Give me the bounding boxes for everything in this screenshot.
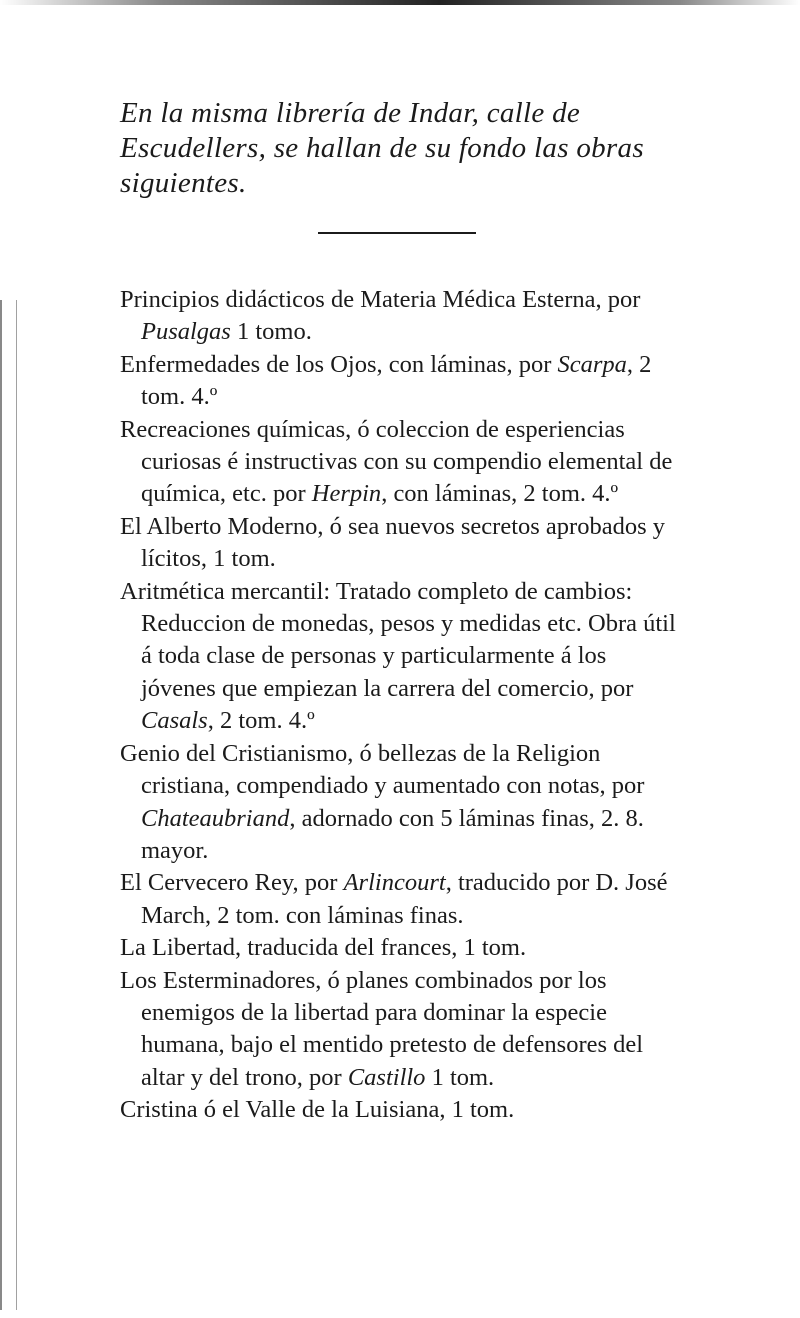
entry-author: Castillo <box>347 1063 426 1091</box>
book-entry <box>120 932 680 964</box>
top-rule <box>0 0 800 5</box>
book-entry <box>120 284 680 349</box>
book-entry <box>120 349 680 414</box>
entry-text: El Alberto Moderno, ó sea nuevos secretos aprobados y lícitos, 1 tom. <box>120 512 665 573</box>
book-entry <box>120 511 680 576</box>
book-entry <box>120 1094 680 1126</box>
entry-details: , 2 tom. 4.º <box>141 350 652 411</box>
book-catalog <box>120 284 680 1127</box>
entry-details: , 2 tom. 4.º <box>207 707 315 735</box>
entry-text: Genio del Cristianismo, ó bellezas de la Religion cristiana, compendiado y aumentado con notas, por <box>120 739 645 800</box>
entry-details: 1 tom. <box>425 1063 495 1091</box>
entry-text: La Libertad, traducida del frances, 1 tom. <box>120 934 527 962</box>
entry-author: Pusalgas <box>141 318 231 346</box>
entry-text: Enfermedades de los Ojos, con láminas, por <box>120 350 558 378</box>
entry-author: Scarpa <box>557 350 627 378</box>
entry-text: Principios didácticos de Materia Médica Esterna, por <box>120 286 641 313</box>
page-gutter-edge <box>0 300 17 1310</box>
entry-text: Recreaciones químicas, ó coleccion de esperiencias curiosas é instructivas con su compendio elemental de química, etc. por <box>120 415 673 508</box>
entry-author: Herpin <box>311 480 382 508</box>
entry-details: , con láminas, 2 tom. 4.º <box>381 480 619 508</box>
entry-text: Cristina ó el Valle de la Luisiana, 1 tom. <box>120 1096 515 1124</box>
entry-details: , adornado con 5 láminas finas, 2. 8. mayor. <box>141 804 644 864</box>
section-divider <box>318 232 476 234</box>
entry-author: Casals <box>141 707 208 735</box>
entry-text: El Cervecero Rey, por <box>120 869 344 897</box>
book-entry <box>120 414 680 511</box>
book-entry <box>120 867 680 932</box>
entry-text: Los Esterminadores, ó planes combinados por los enemigos de la libertad para dominar la especie humana, bajo el mentido pretesto de defensores del altar y del trono, por <box>120 966 644 1091</box>
bookshop-header: En la misma librería de Indar, calle de Escudellers, se hallan de su fondo las obras siguientes. <box>120 97 644 199</box>
entry-author: Arlincourt <box>343 869 446 897</box>
entry-details: , traducido por D. José March, 2 tom. con láminas finas. <box>141 869 668 929</box>
entry-text: Aritmética mercantil: Tratado completo de cambios: Reduccion de monedas, pesos y medidas etc. Obra útil á toda clase de personas y particularmente á los jóvenes que empiezan la carrera del comercio, por <box>120 577 676 702</box>
book-entry <box>120 738 680 868</box>
entry-details: 1 tomo. <box>230 318 312 346</box>
entry-author: Chateaubriand <box>141 804 290 832</box>
book-entry <box>120 576 680 738</box>
book-entry <box>120 965 680 1095</box>
